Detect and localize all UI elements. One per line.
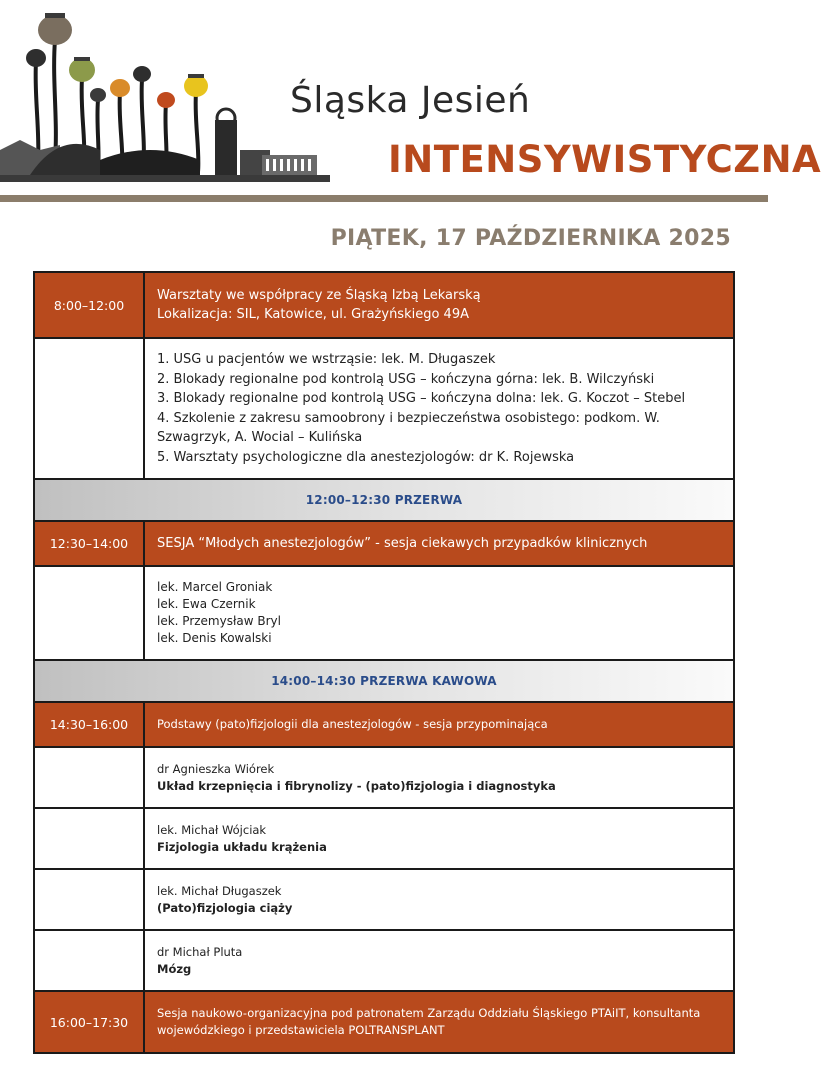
empty-time-cell [35, 339, 145, 478]
session-young-time: 12:30–14:00 [35, 522, 145, 565]
talk-info [145, 870, 733, 929]
talk-info [145, 931, 733, 990]
workshop-items-row [35, 339, 733, 480]
workshop-items-list [145, 339, 733, 478]
empty-time-cell [35, 931, 145, 990]
brand-subtitle: INTENSYWISTYCZNA [388, 138, 821, 181]
talk-info [145, 748, 733, 807]
session-org-time: 16:00–17:30 [35, 992, 145, 1052]
list-item: 5. Warsztaty psychologiczne dla anestezjologów: dr K. Rojewska [157, 449, 575, 465]
empty-time-cell [35, 567, 145, 659]
list-item: 3. Blokady regionalne pod kontrolą USG – kończyna dolna: lek. G. Koczot – Stebel [157, 391, 686, 406]
talk-row [35, 870, 733, 931]
workshop-location: Lokalizacja: SIL, Katowice, ul. Grażyńskiego 49A [157, 307, 469, 322]
talk-topic: Układ krzepnięcia i fibrynolizy - (pato)fizjologia i diagnostyka [157, 778, 556, 793]
break-label: 14:00–14:30 PRZERWA KAWOWA [271, 674, 497, 688]
talk-speaker: dr Michał Pluta [157, 944, 243, 959]
workshop-header-row [35, 273, 733, 339]
session-physio-time: 14:30–16:00 [35, 703, 145, 746]
speakers-list [145, 567, 733, 659]
session-org-title: Sesja naukowo-organizacyjna pod patronatem Zarządu Oddziału Śląskiego PTAiIT, konsultanta wojewódzkiego i przedstawiciela POLTRANSPLANT [157, 1006, 701, 1037]
talk-row [35, 809, 733, 870]
list-item: 4. Szkolenie z zakresu samoobrony i bezpieczeństwa osobistego: podkom. W. Szwagrzyk, A. Wocial – Kulińska [157, 410, 660, 445]
break-label: 12:00–12:30 PRZERWA [305, 493, 463, 507]
speaker: lek. Przemysław Bryl [157, 614, 281, 628]
talk-topic: Mózg [157, 961, 192, 976]
brand-title: Śląska Jesień [290, 80, 531, 121]
day-title: PIĄTEK, 17 PAŹDZIERNIKA 2025 [330, 226, 731, 251]
talk-speaker: dr Agnieszka Wiórek [157, 761, 275, 776]
empty-time-cell [35, 748, 145, 807]
session-young-speakers-row [35, 567, 733, 661]
schedule-table [33, 271, 735, 1054]
coffee-break-row [35, 661, 733, 703]
list-item: 2. Blokady regionalne pod kontrolą USG – kończyna górna: lek. B. Wilczyński [157, 371, 655, 387]
speaker: lek. Ewa Czernik [157, 597, 256, 611]
empty-time-cell [35, 809, 145, 868]
session-young-header-row [35, 522, 733, 567]
session-physio-title: Podstawy (pato)fizjologii dla anestezjologów - sesja przypominająca [157, 717, 548, 731]
talk-row [35, 931, 733, 992]
talk-speaker: lek. Michał Wójciak [157, 822, 267, 837]
logo-illustration [0, 0, 330, 195]
talk-row [35, 748, 733, 809]
talk-topic: Fizjologia układu krążenia [157, 839, 327, 854]
workshop-time: 8:00–12:00 [35, 273, 145, 337]
speaker: lek. Marcel Groniak [157, 580, 273, 594]
header [0, 0, 821, 205]
list-item: 1. USG u pacjentów we wstrząsie: lek. M. Długaszek [157, 352, 496, 367]
workshop-info [145, 273, 733, 337]
break-row [35, 480, 733, 522]
empty-time-cell [35, 870, 145, 929]
session-young-title: SESJA “Młodych anestezjologów” - sesja ciekawych przypadków klinicznych [157, 535, 648, 551]
workshop-title: Warsztaty we współpracy ze Śląską Izbą Lekarską [157, 287, 481, 303]
speaker: lek. Denis Kowalski [157, 631, 272, 645]
talk-info [145, 809, 733, 868]
talk-speaker: lek. Michał Długaszek [157, 883, 282, 898]
header-divider [0, 195, 768, 202]
talk-topic: (Pato)fizjologia ciąży [157, 900, 293, 915]
session-physio-header-row [35, 703, 733, 748]
session-org-row [35, 992, 733, 1052]
